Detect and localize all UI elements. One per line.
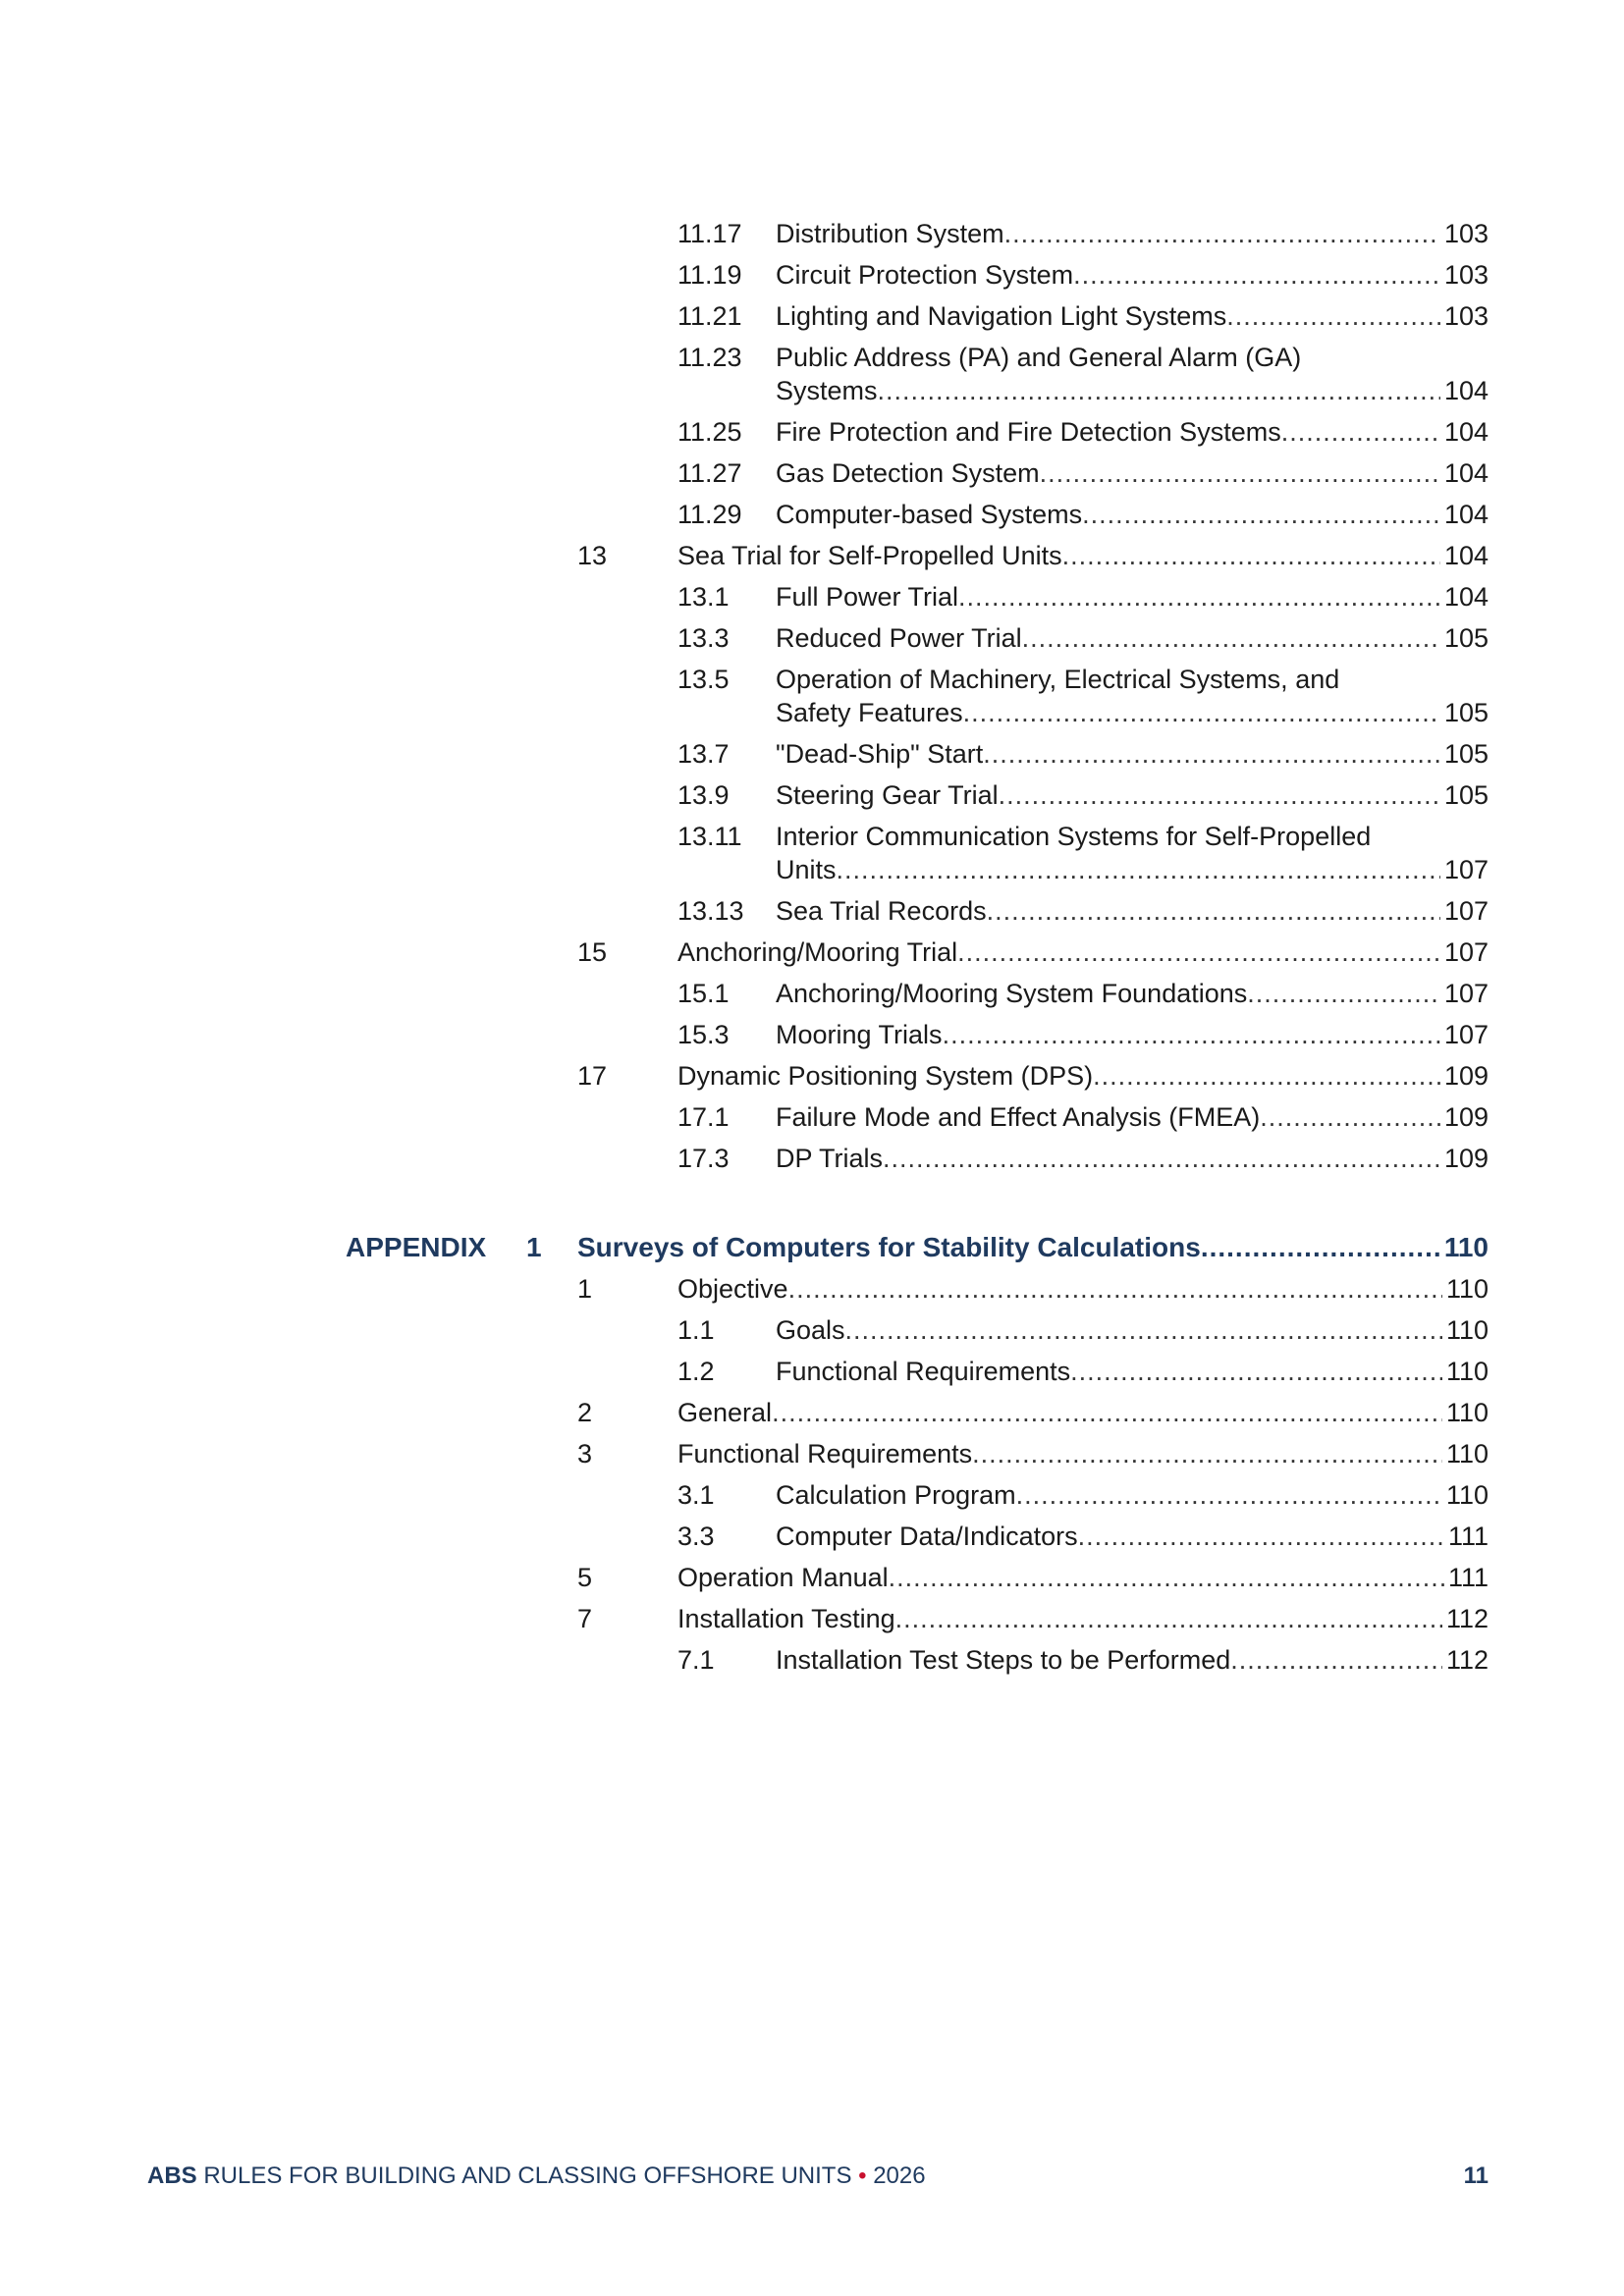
dot-leader: [1073, 258, 1440, 292]
dot-leader: [889, 1561, 1444, 1594]
toc-entry-number: 13.3: [677, 623, 730, 653]
toc-entry-number: 1.1: [677, 1315, 715, 1345]
toc-entry[interactable]: [677, 1313, 1489, 1347]
toc-entry[interactable]: [677, 341, 1489, 407]
toc-entry-title: [776, 1643, 1489, 1677]
dot-leader: [958, 580, 1440, 614]
dot-leader: [1260, 1100, 1440, 1134]
toc-entry-number: 11.25: [677, 417, 742, 447]
dot-leader: [1082, 498, 1440, 531]
toc-entry-number: 13.11: [677, 822, 742, 851]
toc-entry-title: [776, 1142, 1489, 1175]
toc-entry-title: [776, 663, 1489, 729]
toc-entry[interactable]: [677, 498, 1489, 531]
toc-entry-title-line: Steering Gear Trial: [776, 780, 999, 810]
toc-entry-page: 104: [1443, 582, 1489, 612]
toc-entry-number: 15: [577, 937, 608, 967]
toc-entry[interactable]: [677, 1100, 1489, 1134]
toc-entry-title-line: Sea Trial Records: [776, 896, 987, 926]
toc-entry-title: [776, 820, 1489, 886]
toc-entry[interactable]: [677, 1643, 1489, 1677]
toc-entry-number: 3.1: [677, 1480, 715, 1510]
toc-entry-number: 11.23: [677, 343, 742, 372]
toc-entry[interactable]: [677, 1478, 1489, 1512]
toc-entry-title-line: Dynamic Positioning System (DPS): [677, 1061, 1094, 1091]
toc-entry[interactable]: [577, 1396, 1489, 1429]
toc-entry-title-line: Full Power Trial: [776, 582, 959, 612]
toc-entry-number: 11.19: [677, 260, 742, 290]
toc-entry-title: [776, 415, 1489, 449]
toc-entry-page: 110: [1445, 1274, 1489, 1304]
toc-entry-title-line: Gas Detection System: [776, 458, 1040, 488]
dot-leader: [972, 1437, 1442, 1470]
dot-leader: [1201, 1231, 1440, 1264]
toc-entry-number: 13.9: [677, 780, 730, 810]
footer-title: RULES FOR BUILDING AND CLASSING OFFSHORE UNITS: [196, 2163, 859, 2189]
toc-entry-page: 110: [1445, 1439, 1489, 1468]
appendix-heading[interactable]: [577, 1231, 1489, 1264]
dot-leader: [1230, 1643, 1442, 1677]
toc-entry-title-line: Safety Features: [776, 698, 963, 727]
dot-leader: [772, 1396, 1442, 1429]
toc-entry-page: 109: [1443, 1102, 1489, 1132]
toc-entry-title-line: Calculation Program: [776, 1480, 1016, 1510]
dot-leader: [963, 696, 1440, 729]
toc-entry-number: 15.1: [677, 979, 730, 1008]
toc-entry-title: [677, 1396, 1489, 1429]
toc-entry-page: 103: [1443, 301, 1489, 331]
toc-entry-title: [677, 1561, 1489, 1594]
toc-entry-number: 3: [577, 1439, 593, 1468]
dot-leader: [1226, 299, 1440, 333]
dot-leader: [845, 1313, 1442, 1347]
dot-leader: [983, 737, 1440, 771]
toc-entry-title-line: Functional Requirements: [776, 1357, 1071, 1386]
toc-entry-title-line: Installation Test Steps to be Performed: [776, 1645, 1231, 1675]
toc-entry-page: 111: [1447, 1522, 1489, 1551]
dot-leader: [788, 1272, 1442, 1306]
toc-entry-title: [776, 341, 1489, 407]
dot-leader: [895, 1602, 1442, 1635]
toc-entry[interactable]: [677, 1018, 1489, 1051]
toc-entry-page: 105: [1443, 780, 1489, 810]
dot-leader: [1078, 1520, 1444, 1553]
toc-entry-title: [776, 778, 1489, 812]
toc-entry-number: 1.2: [677, 1357, 715, 1386]
toc-entry-page: 112: [1445, 1604, 1489, 1633]
toc-entry-number: 15.3: [677, 1020, 730, 1049]
toc-entry-title: [677, 1272, 1489, 1306]
toc-entry-page: 104: [1443, 500, 1489, 529]
dot-leader: [1281, 415, 1440, 449]
page-footer: [147, 2160, 1489, 2193]
toc-entry[interactable]: [677, 1355, 1489, 1388]
toc-entry-title: [776, 258, 1489, 292]
dot-leader: [999, 778, 1440, 812]
dot-leader: [1070, 1355, 1442, 1388]
toc-entry[interactable]: [677, 663, 1489, 729]
toc-entry-title: [677, 1059, 1489, 1093]
toc-entry-title-line: Anchoring/Mooring System Foundations: [776, 979, 1248, 1008]
toc-entry-title-line: Objective: [677, 1274, 788, 1304]
toc-entry-title-line: Goals: [776, 1315, 845, 1345]
toc-entry[interactable]: [577, 1437, 1489, 1470]
toc-entry-page: 110: [1445, 1398, 1489, 1427]
toc-entry-page: 107: [1443, 979, 1489, 1008]
toc-entry-title-line: Computer-based Systems: [776, 500, 1083, 529]
toc-entry-title: [776, 1355, 1489, 1388]
toc-entry-page: 104: [1443, 458, 1489, 488]
toc-entry-number: 5: [577, 1563, 593, 1592]
toc-entry-title: [776, 456, 1489, 490]
toc-entry[interactable]: [677, 894, 1489, 928]
toc-entry[interactable]: [677, 977, 1489, 1010]
toc-entry[interactable]: [677, 778, 1489, 812]
toc-entry-page: 110: [1445, 1480, 1489, 1510]
toc-entry-number: 7: [577, 1604, 593, 1633]
toc-entry-page: 112: [1445, 1645, 1489, 1675]
dot-leader: [1004, 217, 1440, 250]
toc-entry-number: 13.13: [677, 896, 744, 926]
toc-entry-title-line: Circuit Protection System: [776, 260, 1074, 290]
toc-entry-title-line: Anchoring/Mooring Trial: [677, 937, 958, 967]
dot-leader: [837, 853, 1440, 886]
toc-entry-number: 11.17: [677, 219, 742, 248]
toc-entry-title-line: Failure Mode and Effect Analysis (FMEA): [776, 1102, 1261, 1132]
dot-leader: [1062, 539, 1440, 572]
dot-leader: [957, 935, 1440, 969]
toc-entry-title: [776, 621, 1489, 655]
toc-entry-title-line: Operation of Machinery, Electrical Systems, and: [776, 665, 1340, 694]
toc-entry-page: 104: [1443, 417, 1489, 447]
toc-entry-title: [776, 1018, 1489, 1051]
toc-entry-title-line: Installation Testing: [677, 1604, 895, 1633]
toc-entry-page: 103: [1443, 260, 1489, 290]
toc-entry-page: 105: [1443, 739, 1489, 769]
toc-entry-title: [776, 977, 1489, 1010]
toc-entry-page: 107: [1443, 937, 1489, 967]
dot-leader: [1093, 1059, 1440, 1093]
toc-entry-number: 11.21: [677, 301, 742, 331]
footer-year: 2026: [866, 2163, 926, 2189]
toc-entry[interactable]: [677, 580, 1489, 614]
toc-entry-title: [677, 1437, 1489, 1470]
toc-entry-page: 104: [1443, 376, 1489, 405]
toc-entry[interactable]: [677, 737, 1489, 771]
dot-leader: [1040, 456, 1440, 490]
toc-entry-title: [776, 1100, 1489, 1134]
toc-entry-page: 103: [1443, 219, 1489, 248]
toc-entry-page: 105: [1443, 698, 1489, 727]
toc-entry[interactable]: [577, 1561, 1489, 1594]
dot-leader: [943, 1018, 1440, 1051]
toc-entry-title: [776, 217, 1489, 250]
footer-brand: ABS: [147, 2163, 197, 2189]
toc-entry-number: 13.7: [677, 739, 730, 769]
toc-entry[interactable]: [677, 820, 1489, 886]
toc-entry[interactable]: [677, 415, 1489, 449]
toc-entry-title: [677, 1602, 1489, 1635]
toc-entry-title-line: Units: [776, 855, 837, 884]
toc-entry-title-line: Public Address (PA) and General Alarm (GA): [776, 343, 1302, 372]
toc-entry-page: 107: [1443, 1020, 1489, 1049]
toc-entry-number: 11.27: [677, 458, 742, 488]
toc-entry-page: 110: [1445, 1315, 1489, 1345]
appendix-title: Surveys of Computers for Stability Calculations: [577, 1232, 1201, 1262]
toc-entry[interactable]: [577, 539, 1489, 572]
toc-entry-number: 11.29: [677, 500, 742, 529]
toc-entry-number: 2: [577, 1398, 593, 1427]
toc-entry-page: 107: [1443, 896, 1489, 926]
toc-entry-page: 109: [1443, 1144, 1489, 1173]
toc-entry-title-line: "Dead-Ship" Start: [776, 739, 984, 769]
appendix-label: APPENDIX: [346, 1232, 487, 1262]
toc-entry-title-line: General: [677, 1398, 773, 1427]
toc-entry[interactable]: [677, 456, 1489, 490]
toc-entry-number: 7.1: [677, 1645, 715, 1675]
dot-leader: [878, 374, 1440, 407]
toc-entry[interactable]: [677, 258, 1489, 292]
appendix-number: 1: [526, 1232, 542, 1262]
toc-entry-title-line: Reduced Power Trial: [776, 623, 1022, 653]
toc-entry-page: 104: [1443, 541, 1489, 570]
dot-leader: [1247, 977, 1440, 1010]
toc-entry-number: 17.3: [677, 1144, 730, 1173]
toc-entry-page: 107: [1443, 855, 1489, 884]
toc-entry-number: 1: [577, 1274, 593, 1304]
toc-entry-title-line: Fire Protection and Fire Detection Systems: [776, 417, 1281, 447]
toc-entry-title: [776, 894, 1489, 928]
footer-page-number: 11: [1463, 2163, 1489, 2189]
toc-entry-title: [677, 935, 1489, 969]
toc-entry-title: [776, 1478, 1489, 1512]
toc-entry-number: 13.5: [677, 665, 730, 694]
toc-entry-page: 111: [1447, 1563, 1489, 1592]
toc-entry-title: [776, 299, 1489, 333]
toc-entry-number: 3.3: [677, 1522, 715, 1551]
toc-entry-page: 105: [1443, 623, 1489, 653]
toc-entry-title-line: Mooring Trials: [776, 1020, 943, 1049]
footer-bullet: •: [858, 2163, 867, 2189]
toc-entry[interactable]: [577, 935, 1489, 969]
toc-entry-title: [677, 539, 1489, 572]
toc-entry[interactable]: [677, 299, 1489, 333]
toc-entry-title-line: DP Trials: [776, 1144, 884, 1173]
toc-entry-title: [776, 737, 1489, 771]
toc-entry-title: [776, 1313, 1489, 1347]
toc-entry-title-line: Systems: [776, 376, 878, 405]
toc-entry[interactable]: [677, 1520, 1489, 1553]
appendix-page: 110: [1443, 1232, 1489, 1262]
toc-entry[interactable]: [677, 1142, 1489, 1175]
dot-leader: [1016, 1478, 1442, 1512]
toc-entry[interactable]: [677, 217, 1489, 250]
toc-entry-title-line: Distribution System: [776, 219, 1004, 248]
toc-entry-title-line: Operation Manual: [677, 1563, 889, 1592]
toc-entry[interactable]: [577, 1602, 1489, 1635]
toc-entry-number: 17: [577, 1061, 608, 1091]
toc-entry-title-line: Computer Data/Indicators: [776, 1522, 1078, 1551]
toc-entry-title-line: Functional Requirements: [677, 1439, 973, 1468]
dot-leader: [987, 894, 1440, 928]
toc-entry-title: [776, 580, 1489, 614]
toc-entry-title-line: Lighting and Navigation Light Systems: [776, 301, 1227, 331]
dot-leader: [1022, 621, 1440, 655]
toc-entry[interactable]: [677, 621, 1489, 655]
toc-entry-title-line: Interior Communication Systems for Self-Propelled: [776, 822, 1372, 851]
toc-entry-number: 17.1: [677, 1102, 730, 1132]
toc-entry-number: 13: [577, 541, 608, 570]
toc-entry-title-line: Sea Trial for Self-Propelled Units: [677, 541, 1062, 570]
toc-entry-title: [776, 1520, 1489, 1553]
toc-entry[interactable]: [577, 1272, 1489, 1306]
toc-entry-title: [776, 498, 1489, 531]
toc-entry-number: 13.1: [677, 582, 730, 612]
toc-entry-page: 110: [1445, 1357, 1489, 1386]
toc-entry[interactable]: [577, 1059, 1489, 1093]
dot-leader: [883, 1142, 1440, 1175]
toc-entry-page: 109: [1443, 1061, 1489, 1091]
